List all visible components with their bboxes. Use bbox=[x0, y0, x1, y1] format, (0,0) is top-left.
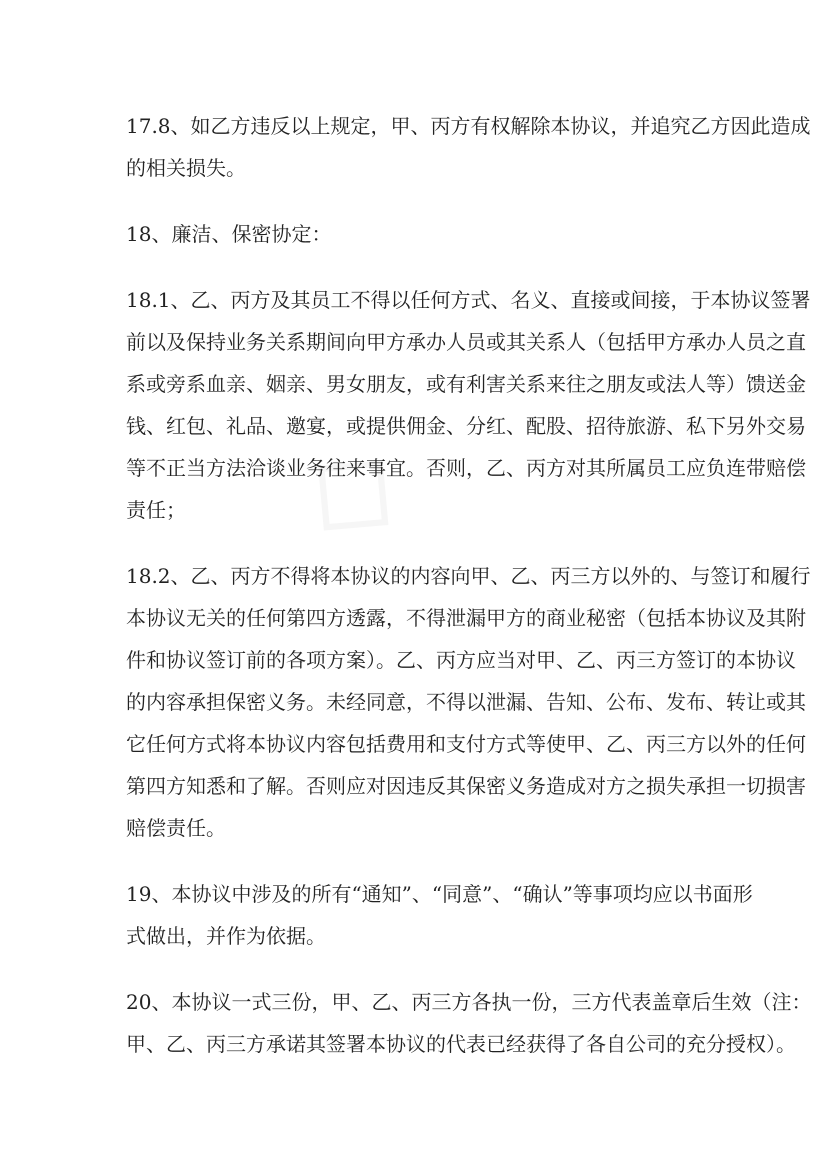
text-line: 式做出，并作为依据。 bbox=[126, 924, 326, 948]
text-line: 钱、红包、礼品、邀宴，或提供佣金、分红、配股、招待旅游、私下另外交易 bbox=[126, 414, 806, 438]
paragraph-17-8 bbox=[126, 105, 811, 189]
text-line: 的相关损失。 bbox=[126, 156, 246, 180]
text-line: 前以及保持业务关系期间向甲方承办人员或其关系人（包括甲方承办人员之直 bbox=[126, 330, 806, 354]
text-line: 的内容承担保密义务。未经同意，不得以泄漏、告知、公布、发布、转让或其 bbox=[126, 690, 806, 714]
text-line: 19、本协议中涉及的所有“通知”、“同意”、“确认”等事项均应以书面形 bbox=[126, 882, 753, 906]
text-line: 赔偿责任。 bbox=[126, 816, 226, 840]
paragraph-18-2 bbox=[126, 555, 811, 849]
text-line: 本协议无关的任何第四方透露，不得泄漏甲方的商业秘密（包括本协议及其附 bbox=[126, 606, 806, 630]
paragraph-18-1 bbox=[126, 279, 811, 531]
text-line: 18、廉洁、保密协定： bbox=[126, 222, 332, 246]
text-line: 甲、乙、丙三方承诺其签署本协议的代表已经获得了各自公司的充分授权）。 bbox=[126, 1032, 796, 1056]
text-line: 18.2、乙、丙方不得将本协议的内容向甲、乙、丙三方以外的、与签订和履行 bbox=[126, 564, 811, 588]
text-line: 17.8、如乙方违反以上规定，甲、丙方有权解除本协议，并追究乙方因此造成 bbox=[126, 114, 811, 138]
text-line: 等不正当方法洽谈业务往来事宜。否则，乙、丙方对其所属员工应负连带赔偿 bbox=[126, 456, 806, 480]
document-page bbox=[126, 105, 812, 1089]
text-line: 第四方知悉和了解。否则应对因违反其保密义务造成对方之损失承担一切损害 bbox=[126, 774, 806, 798]
text-line: 18.1、乙、丙方及其员工不得以任何方式、名义、直接或间接，于本协议签署 bbox=[126, 288, 811, 312]
text-line: 责任； bbox=[126, 498, 186, 522]
text-line: 系或旁系血亲、姻亲、男女朋友，或有利害关系来往之朋友或法人等）馈送金 bbox=[126, 372, 806, 396]
text-line: 它任何方式将本协议内容包括费用和支付方式等使甲、乙、丙三方以外的任何 bbox=[126, 732, 806, 756]
text-line: 20、本协议一式三份，甲、乙、丙三方各执一份，三方代表盖章后生效（注： bbox=[126, 990, 812, 1014]
paragraph-20 bbox=[126, 981, 812, 1065]
text-line: 件和协议签订前的各项方案）。乙、丙方应当对甲、乙、丙三方签订的本协议 bbox=[126, 648, 796, 672]
paragraph-19 bbox=[126, 873, 753, 957]
heading-18 bbox=[126, 213, 702, 255]
